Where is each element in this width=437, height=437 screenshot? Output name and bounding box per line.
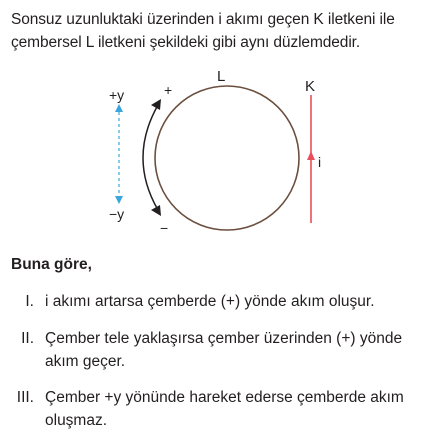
- statement-2-text: Çember tele yaklaşırsa çember üzerinden (+) yönde akım geçer.: [45, 330, 403, 370]
- wire-K-label: K: [305, 78, 316, 95]
- current-direction-arrow: [143, 99, 161, 216]
- y-axis-up-arrow-icon: [115, 104, 123, 112]
- current-i-label: i: [318, 154, 322, 170]
- minus-direction-label: −: [160, 220, 169, 236]
- y-axis-down-arrow-icon: [115, 196, 123, 204]
- statement-1-text: i akımı artarsa çemberde (+) yönde akım oluşur.: [45, 293, 375, 310]
- statement-3-number: III.: [16, 389, 34, 406]
- circular-conductor-L: [155, 86, 299, 230]
- minus-y-label: −y: [109, 206, 125, 222]
- conductor-L-label: L: [217, 68, 226, 85]
- current-up-arrow-icon: [307, 151, 315, 160]
- statement-3-text: Çember +y yönünde hareket ederse çemberde akım oluşmaz.: [45, 389, 404, 429]
- statement-1-number: I.: [25, 293, 34, 310]
- plus-y-label: +y: [109, 87, 125, 103]
- statement-2-number: II.: [21, 330, 34, 347]
- question-intro: Sonsuz uzunluktaki üzerinden i akımı geçen K iletkeni ile çembersel L iletkeni şekildeki gibi aynı düzlemdedir.: [11, 11, 395, 51]
- question-heading: Buna göre,: [11, 256, 92, 273]
- plus-direction-label: +: [164, 82, 173, 98]
- y-axis: [115, 104, 123, 204]
